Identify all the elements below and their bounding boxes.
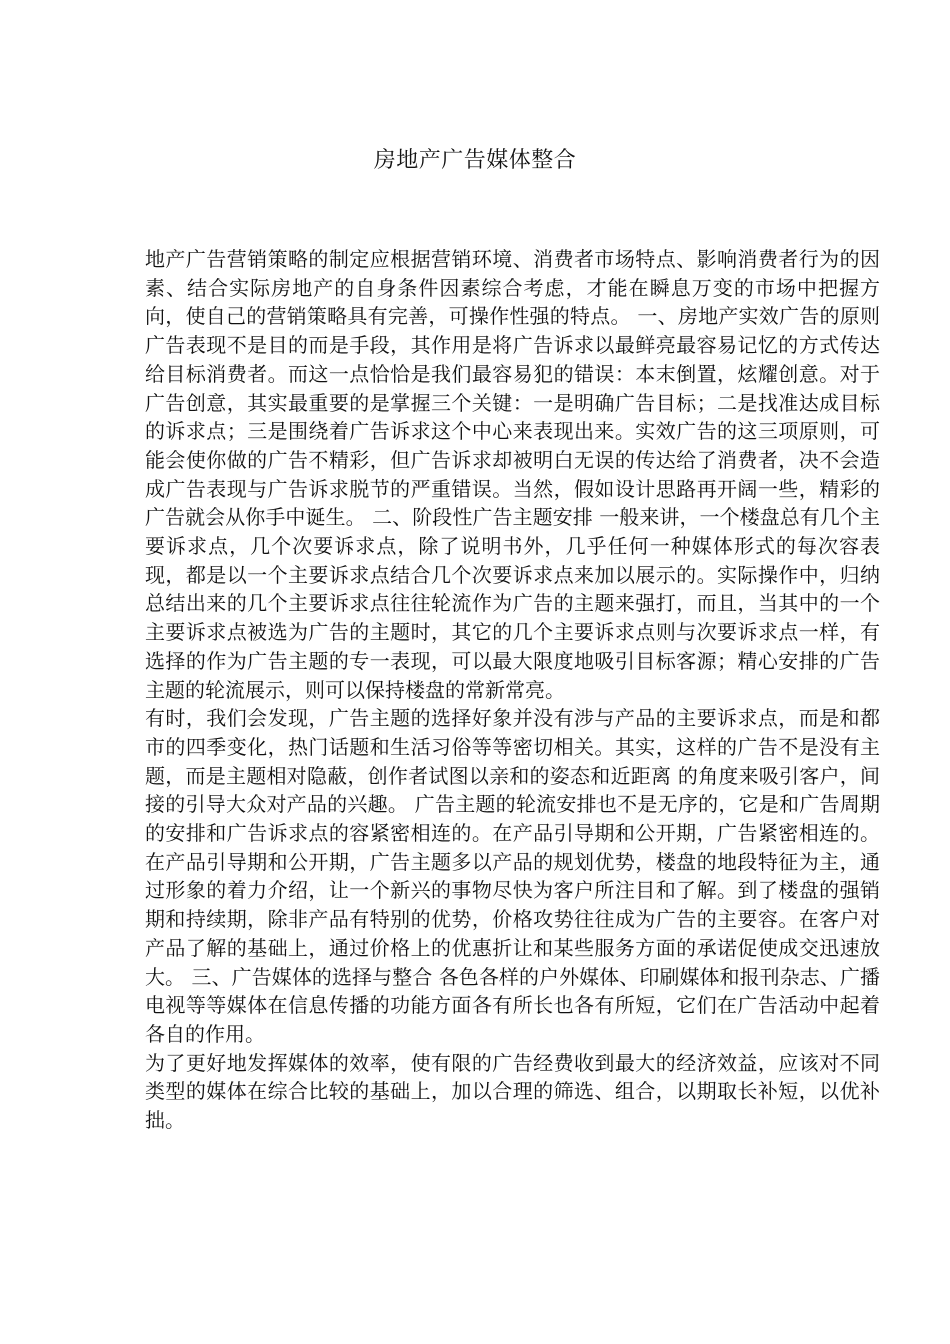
paragraph-1: 地产广告营销策略的制定应根据营销环境、消费者市场特点、影响消费者行为的因素、结合实际房地产的自身条件因素综合考虑，才能在瞬息万变的市场中把握方向，使自己的营销策略具有完善，可操作性强的特点。 一、房地产实效广告的原则 广告表现不是目的而是手段，其作用是将广告诉求以最鲜亮最容易记忆的方式传达给目标消费者。而这一点恰恰是我们最容易犯的错误：本末倒置，炫耀创意。对于广告创意，其实最重要的是掌握三个关键：一是明确广告目标；二是找准达成目标的诉求点；三是围绕着广告诉求这个中心来表现出来。实效广告的这三项原则，可能会使你做的广告不精彩，但广告诉求却被明白无误的传达给了消费者，决不会造成广告表现与广告诉求脱节的严重错误。当然，假如设计思路再开阔一些，精彩的广告就会从你手中诞生。 二、阶段性广告主题安排 一般来讲，一个楼盘总有几个主要诉求点，几个次要诉求点，除了说明书外，几乎任何一种媒体形式的每次容表现，都是以一个主要诉求点结合几个次要诉求点来加以展示的。实际操作中，归纳总结出来的几个主要诉求点往往轮流作为广告的主题来强打，而且，当其中的一个主要诉求点被选为广告的主题时，其它的几个主要诉求点则与次要诉求点一样，有选择的作为广告主题的专一表现，可以最大限度地吸引目标客源；精心安排的广告主题的轮流展示，则可以保持楼盘的常新常亮。: [145, 247, 880, 702]
document-title: 房地产广告媒体整合: [373, 148, 577, 173]
paragraph-3: 为了更好地发挥媒体的效率，使有限的广告经费收到最大的经济效益，应该对不同类型的媒体在综合比较的基础上，加以合理的筛选、组合，以期取长补短，以优补拙。: [145, 1050, 880, 1133]
paragraph-2: 有时，我们会发现，广告主题的选择好象并没有涉与产品的主要诉求点，而是和都市的四季变化，热门话题和生活习俗等等密切相关。其实，这样的广告不是没有主题，而是主题相对隐蔽，创作者试图以亲和的姿态和近距离 的角度来吸引客户，间接的引导大众对产品的兴趣。 广告主题的轮流安排也不是无序的，它是和广告周期的安排和广告诉求点的容紧密相连的。在产品引导期和公开期，广告紧密相连的。在产品引导期和公开期，广告主题多以产品的规划优势，楼盘的地段特征为主，通过形象的着力介绍，让一个新兴的事物尽快为客户所注目和了解。到了楼盘的强销期和持续期，除非产品有特别的优势，价格攻势往往成为广告的主要容。在客户对产品了解的基础上，通过价格上的优惠折让和某些服务方面的承诺促使成交迅速放大。 三、广告媒体的选择与整合 各色各样的户外媒体、印刷媒体和报刊杂志、广播电视等等媒体在信息传播的功能方面各有所长也各有所短，它们在广告活动中起着各自的作用。: [145, 706, 880, 1046]
document-body: [145, 245, 880, 1135]
